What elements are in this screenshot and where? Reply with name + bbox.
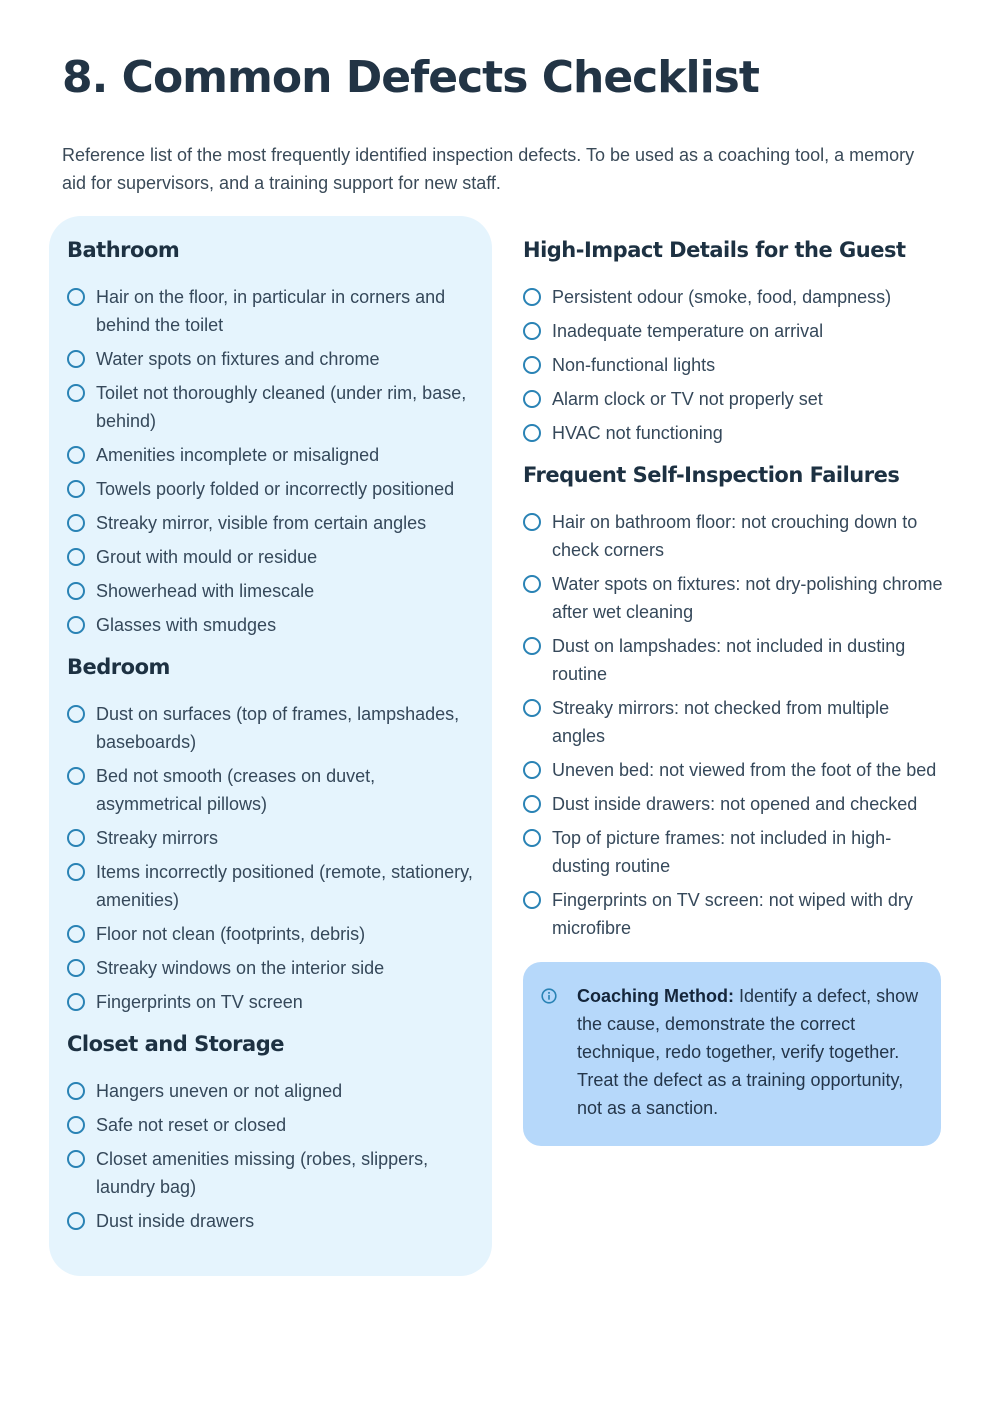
checklist-item-label: Streaky mirrors <box>96 828 219 848</box>
checklist-item[interactable] <box>523 283 945 311</box>
checklist-bathroom <box>67 283 474 639</box>
checklist-item-label: Items incorrectly positioned (remote, stationery, amenities) <box>96 862 473 910</box>
section-heading-closet-storage: Closet and Storage <box>67 1032 284 1056</box>
checklist-item-label: Streaky windows on the interior side <box>96 958 385 978</box>
checklist-item-label: Non-functional lights <box>552 355 716 375</box>
checklist-item-label: Alarm clock or TV not properly set <box>552 389 823 409</box>
checklist-item-label: Showerhead with limescale <box>96 581 315 601</box>
checklist-item[interactable] <box>67 954 474 982</box>
checkbox-circle-icon[interactable] <box>523 575 541 593</box>
checklist-item[interactable] <box>67 988 474 1016</box>
checkbox-circle-icon[interactable] <box>523 829 541 847</box>
checklist-item[interactable] <box>67 1207 474 1235</box>
checklist-bedroom <box>67 700 474 1016</box>
checklist-item-label: Hangers uneven or not aligned <box>96 1081 343 1101</box>
checklist-item-label: Closet amenities missing (robes, slippers, laundry bag) <box>96 1149 429 1197</box>
checklist-item[interactable] <box>523 317 945 345</box>
section-heading-bathroom: Bathroom <box>67 238 180 262</box>
checklist-high-impact <box>523 283 945 447</box>
checkbox-circle-icon[interactable] <box>67 863 85 881</box>
section-heading-high-impact: High-Impact Details for the Guest <box>523 238 906 262</box>
checkbox-circle-icon[interactable] <box>523 891 541 909</box>
checklist-item-label: Persistent odour (smoke, food, dampness) <box>552 287 892 307</box>
checkbox-circle-icon[interactable] <box>523 390 541 408</box>
checkbox-circle-icon[interactable] <box>67 767 85 785</box>
checklist-item-label: Glasses with smudges <box>96 615 277 635</box>
checkbox-circle-icon[interactable] <box>67 384 85 402</box>
checkbox-circle-icon[interactable] <box>67 993 85 1011</box>
checkbox-circle-icon[interactable] <box>67 959 85 977</box>
checkbox-circle-icon[interactable] <box>67 480 85 498</box>
checklist-item[interactable] <box>67 345 474 373</box>
checklist-item[interactable] <box>523 824 945 880</box>
checkbox-circle-icon[interactable] <box>67 1082 85 1100</box>
checklist-item[interactable] <box>67 543 474 571</box>
checkbox-circle-icon[interactable] <box>67 514 85 532</box>
checklist-item[interactable] <box>523 790 945 818</box>
checklist-item[interactable] <box>523 385 945 413</box>
checklist-item-label: Toilet not thoroughly cleaned (under rim, base, behind) <box>96 383 467 431</box>
checklist-item[interactable] <box>523 508 945 564</box>
checklist-item-label: Dust inside drawers: not opened and checked <box>552 794 918 814</box>
checklist-item[interactable] <box>67 858 474 914</box>
checkbox-circle-icon[interactable] <box>523 322 541 340</box>
checkbox-circle-icon[interactable] <box>67 582 85 600</box>
checklist-item[interactable] <box>67 824 474 852</box>
checklist-item-label: Uneven bed: not viewed from the foot of the bed <box>552 760 937 780</box>
checkbox-circle-icon[interactable] <box>67 1116 85 1134</box>
checklist-item[interactable] <box>523 570 945 626</box>
checklist-item[interactable] <box>67 475 474 503</box>
checkbox-circle-icon[interactable] <box>67 616 85 634</box>
checklist-item[interactable] <box>523 351 945 379</box>
coaching-method-callout <box>523 962 941 1146</box>
checklist-item-label: Streaky mirror, visible from certain angles <box>96 513 427 533</box>
checklist-item[interactable] <box>67 441 474 469</box>
checklist-item-label: Dust on surfaces (top of frames, lampshades, baseboards) <box>96 704 460 752</box>
checklist-item[interactable] <box>523 886 945 942</box>
callout-body: Identify a defect, show the cause, demonstrate the correct technique, redo together, verify together. Treat the defect as a training opportunity, not as a sanction. <box>577 986 919 1118</box>
checkbox-circle-icon[interactable] <box>67 446 85 464</box>
checklist-item-label: Fingerprints on TV screen <box>96 992 303 1012</box>
info-icon <box>541 988 557 1004</box>
callout-label: Coaching Method: <box>577 986 734 1006</box>
checkbox-circle-icon[interactable] <box>67 548 85 566</box>
checkbox-circle-icon[interactable] <box>67 829 85 847</box>
checklist-item-label: Grout with mould or residue <box>96 547 318 567</box>
checklist-item[interactable] <box>67 1077 474 1105</box>
checklist-self-inspection-failures <box>523 508 945 942</box>
checklist-item[interactable] <box>67 762 474 818</box>
checklist-item-label: Fingerprints on TV screen: not wiped with dry microfibre <box>552 890 913 938</box>
checklist-item-label: HVAC not functioning <box>552 423 723 443</box>
checklist-item-label: Hair on bathroom floor: not crouching down to check corners <box>552 512 918 560</box>
checklist-item[interactable] <box>67 920 474 948</box>
checklist-item[interactable] <box>67 379 474 435</box>
checkbox-circle-icon[interactable] <box>523 513 541 531</box>
checklist-item[interactable] <box>523 756 945 784</box>
checklist-item[interactable] <box>67 283 474 339</box>
checklist-item-label: Top of picture frames: not included in high-dusting routine <box>552 828 892 876</box>
intro-paragraph: Reference list of the most frequently identified inspection defects. To be used as a coaching tool, a memory aid for supervisors, and a training support for new staff. <box>62 145 915 193</box>
left-checklist-panel <box>49 216 492 1276</box>
checklist-item-label: Hair on the floor, in particular in corners and behind the toilet <box>96 287 446 335</box>
page-title: 8. Common Defects Checklist <box>62 52 759 103</box>
checklist-closet-storage <box>67 1077 474 1235</box>
checklist-item-label: Safe not reset or closed <box>96 1115 287 1135</box>
checkbox-circle-icon[interactable] <box>67 705 85 723</box>
checklist-item-label: Dust inside drawers <box>96 1211 255 1231</box>
checkbox-circle-icon[interactable] <box>67 1150 85 1168</box>
checkbox-circle-icon[interactable] <box>67 1212 85 1230</box>
checklist-item[interactable] <box>67 1111 474 1139</box>
checklist-item-label: Floor not clean (footprints, debris) <box>96 924 366 944</box>
section-heading-bedroom: Bedroom <box>67 655 170 679</box>
checklist-item[interactable] <box>67 611 474 639</box>
checklist-item[interactable] <box>67 1145 474 1201</box>
checklist-item-label: Dust on lampshades: not included in dusting routine <box>552 636 906 684</box>
checkbox-circle-icon[interactable] <box>67 288 85 306</box>
checklist-item[interactable] <box>523 632 945 688</box>
checklist-item[interactable] <box>523 694 945 750</box>
checklist-item[interactable] <box>67 509 474 537</box>
checklist-item[interactable] <box>67 700 474 756</box>
right-checklist-column <box>505 216 945 1146</box>
checklist-item-label: Towels poorly folded or incorrectly positioned <box>96 479 455 499</box>
checklist-item-label: Water spots on fixtures: not dry-polishing chrome after wet cleaning <box>552 574 943 622</box>
checklist-item-label: Water spots on fixtures and chrome <box>96 349 380 369</box>
checklist-item-label: Amenities incomplete or misaligned <box>96 445 380 465</box>
checkbox-circle-icon[interactable] <box>523 424 541 442</box>
checklist-item-label: Bed not smooth (creases on duvet, asymmetrical pillows) <box>96 766 376 814</box>
callout-text <box>577 982 923 1122</box>
checkbox-circle-icon[interactable] <box>523 795 541 813</box>
checkbox-circle-icon[interactable] <box>523 761 541 779</box>
checklist-item-label: Inadequate temperature on arrival <box>552 321 824 341</box>
checkbox-circle-icon[interactable] <box>67 350 85 368</box>
section-heading-self-inspection-failures: Frequent Self-Inspection Failures <box>523 463 900 487</box>
checkbox-circle-icon[interactable] <box>523 288 541 306</box>
checklist-item[interactable] <box>523 419 945 447</box>
checkbox-circle-icon[interactable] <box>523 699 541 717</box>
checkbox-circle-icon[interactable] <box>67 925 85 943</box>
checkbox-circle-icon[interactable] <box>523 637 541 655</box>
checklist-item-label: Streaky mirrors: not checked from multiple angles <box>552 698 890 746</box>
checkbox-circle-icon[interactable] <box>523 356 541 374</box>
checklist-item[interactable] <box>67 577 474 605</box>
